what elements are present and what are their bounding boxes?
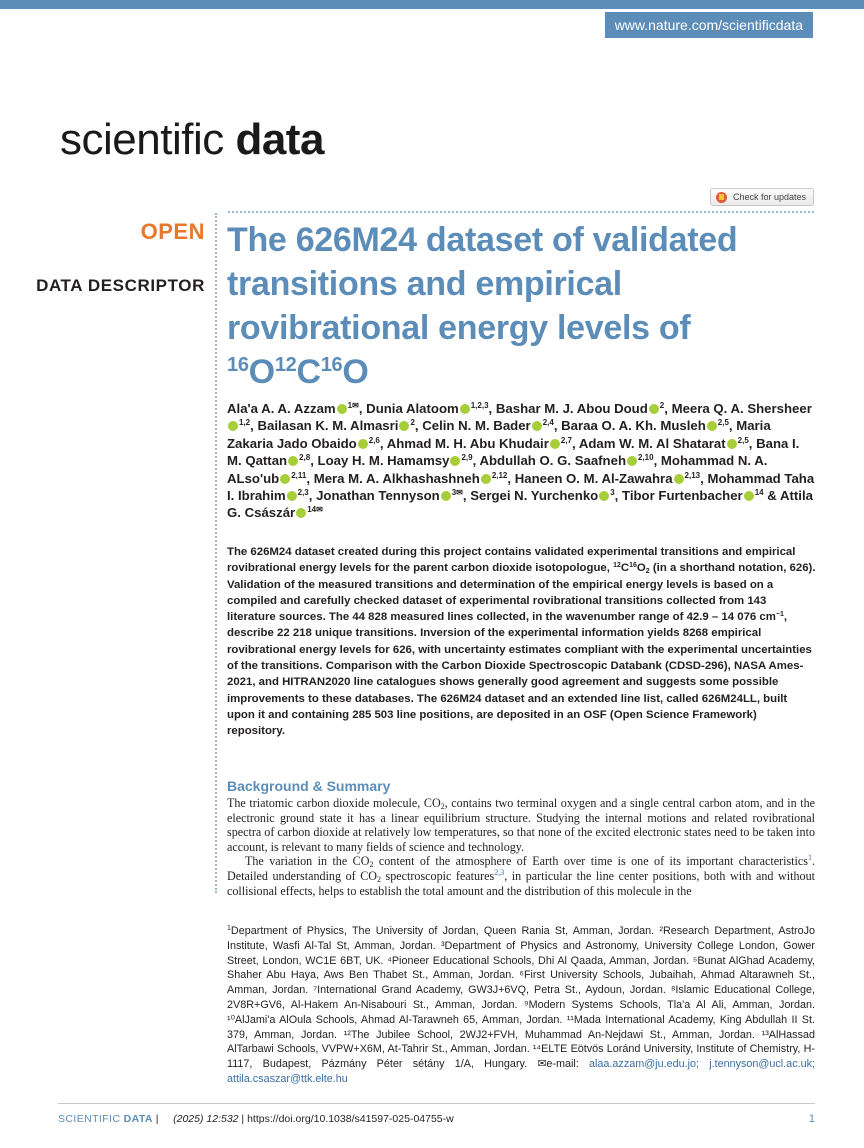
author-name: Abdullah O. G. Saafneh [479,453,626,469]
check-updates-label: Check for updates [733,192,807,202]
author-name: Attila G. Császár [227,488,813,521]
author-affiliation-ref: 14✉ [307,505,323,515]
author-affiliation-ref: 2,8 [299,453,311,463]
orcid-icon[interactable] [287,491,297,501]
author-name: Ahmad M. H. Abu Khudair [386,435,549,451]
author-affiliation-ref: 3 [610,488,615,498]
author-separator: & [763,488,777,504]
author-affiliation-ref: 2 [410,418,415,428]
author-name: Bana I. M. Qattan [227,435,800,469]
author-name: Mohammad N. A. ALso'ub [227,453,768,486]
footer-doi[interactable]: | https://doi.org/10.1038/s41597-025-04755-w [238,1113,454,1125]
orcid-icon[interactable] [399,421,409,431]
author-name: Sergei N. Yurchenko [470,488,599,504]
author[interactable] [366,401,492,416]
affiliations: $^1$Department of Physics, The University of Jordan, Queen Rania St, Amman, Jordan. ²Research Department, AstroJo Institute, Wasfi Al-Tal St, Amman, Jordan. ³Department of Physics and Astronomy, University College London, Gower Street, London, WC1E 6BT, UK. ⁴Pioneer Educational Schools, Dhi Al Qaada, Amman, Jordan. ⁵Bunat AlGhad Academy, Shaher Abu Haya, Aws Ben Thabet St., Amman, Jordan. ⁶First University Schools, Jubaihah, Ahmad Altarawneh St., Amman, Jordan. ⁷International Grand Academy, GW3J+6VQ, Petra St., Aydoun, Jordan. ⁸Islamic Educational College, 2V8R+GV6, Al-Hakem An-Nisabouri St., Amman, Jordan. ⁹Modern Systems Schools, Tla'a Al Ali, Amman, Jordan. ¹⁰AlJami'a AlOula Schools, Ahmad Al-Tarawneh 65, Amman, Jordan. ¹¹Mada International Academy, King Abdullah II St. 379, Amman, Jordan. ¹²The Jubilee School, 2WJ2+FVH, Muhammad An-Nejdawi St., Amman, Jordan. ¹³AlHassad AlTarbawi Schools, VVPW+X6M, At-Tahrir St., Amman, Jordan. ¹⁴ELTE Eötvös Loránd University, Institute of Chemistry, H-1117, Budapest, Pázmány Péter sétány 1/A, Hungary. ✉e-mail: alaa.azzam@ju.edu.jo; j.tennyson@ucl.ac.uk; attila.csaszar@ttk.elte.hu [227,925,815,1085]
author-separator: , [553,418,558,434]
author-separator: , [310,453,314,469]
orcid-icon[interactable] [460,404,470,414]
orcid-icon[interactable] [228,421,238,431]
author-affiliation-ref: 2,12 [491,470,508,480]
article-title [227,218,827,394]
author[interactable] [622,488,777,503]
orcid-icon[interactable] [337,404,347,414]
column-divider [215,213,217,893]
author-affiliation-ref: 2,5 [717,418,729,428]
author-affiliation-ref: 1,2,3 [470,401,489,410]
journal-masthead [60,112,324,168]
orcid-icon[interactable] [450,456,460,466]
author-separator: , [306,470,311,486]
author-affiliation-ref: 14 [754,488,764,498]
author-affiliation-ref: 2,13 [684,470,701,480]
orcid-icon[interactable] [288,456,298,466]
orcid-icon[interactable] [727,439,737,449]
author[interactable] [479,453,657,468]
author-name: Haneen O. M. Al-Zawahra [514,470,673,486]
top-accent-bar [0,0,864,9]
email-links[interactable]: alaa.azzam@ju.edu.jo; j.tennyson@ucl.ac.uk; attila.csaszar@ttk.elte.hu [227,1058,815,1085]
page-footer: SCIENTIFIC DATA | (2025) 12:532 | https://doi.org/10.1038/s41597-025-04755-w 1 [58,1113,815,1125]
author-separator: , [664,401,668,416]
orcid-icon[interactable] [280,474,290,484]
author-separator: , [414,418,419,434]
author-separator: , [507,470,512,486]
orcid-icon[interactable] [296,508,306,518]
body-text [227,796,815,898]
author-name: Loay H. M. Hamamsy [317,453,450,469]
author[interactable] [316,488,466,503]
author-name: Adam W. M. Al Shatarat [578,435,726,451]
author-affiliation-ref: 2,4 [542,418,554,428]
author[interactable] [257,418,418,433]
author-affiliation-ref: 2 [659,401,665,410]
title-line: rovibrational energy levels of [227,309,691,347]
author[interactable] [318,453,477,468]
reference-link[interactable]: 2,3 [494,867,505,877]
title-line: transitions and empirical [227,265,622,303]
page-number: 1 [808,1113,815,1125]
orcid-icon[interactable] [744,491,754,501]
author[interactable] [227,401,363,416]
orcid-icon[interactable] [481,474,491,484]
author-affiliation-ref: 3✉ [451,488,463,498]
author-affiliation-ref: 2,10 [638,453,654,463]
orcid-icon[interactable] [358,439,368,449]
author[interactable] [561,418,732,433]
author[interactable] [387,436,576,451]
author-name: Baraa O. A. Kh. Musleh [561,418,706,434]
author-name: Bashar M. J. Abou Doud [495,401,648,416]
paragraph: The triatomic carbon dioxide molecule, $CO_2$, contains two terminal oxygen and a single central carbon atom, and in the electronic ground state it has a linear equilibrium structure. Studying the internal motions and related rovibrational spectra of carbon dioxide at relatively low temperatures, so that none of the excited electronic states need to be taken into account, is relevant to many fields of science and technology. [227,796,815,854]
author-separator: , [653,453,658,469]
orcid-icon[interactable] [707,421,717,431]
orcid-icon[interactable] [627,456,637,466]
author-name: Celin N. M. Bader [422,418,531,434]
author-name: Ala'a A. A. Azzam [227,401,336,416]
author-name: Mohammad Taha I. Ibrahim [227,470,815,504]
author-separator: , [571,435,576,451]
author-name: Bailasan K. M. Almasri [257,418,399,434]
footer-citation: (2025) 12:532 [173,1113,239,1125]
author-separator: , [700,470,704,486]
author-affiliation-ref: 2,9 [461,453,473,463]
paragraph: The variation in the $CO_2$ content of the atmosphere of Earth over time is one of its important characteristics$^1$. Detailed understanding of $CO_2$ spectroscopic features$^{2,3}$, in particular the line center positions, both with and without collisional effects, helps to establish the total amount and the distribution of this molecule in the [227,853,815,898]
author-separator: , [472,453,477,469]
title-line: The 626M24 dataset of validated [227,221,738,259]
author-separator: , [748,435,753,451]
section-heading: Background & Summary [227,778,391,794]
author-affiliation-ref: 1,2 [239,418,251,428]
author-name: Meera Q. A. Shersheer [671,401,812,416]
author-separator: , [614,488,619,504]
author-affiliation-ref: 1✉ [347,401,359,410]
author-affiliation-ref: 2,11 [291,470,307,480]
author-name: Tibor Furtenbacher [622,488,743,504]
author-separator: , [358,401,363,416]
masthead-bold: data [235,115,324,164]
author-name: Mera M. A. Alkhashashneh [313,470,480,486]
author[interactable] [515,471,704,486]
author-separator: , [379,435,384,451]
author-affiliation-ref: 2,3 [297,488,309,498]
author-separator: , [308,488,313,504]
author-name: Maria Zakaria Jado Obaido [227,418,771,451]
author[interactable] [579,436,753,451]
abstract: The 626M24 dataset created during this project contains validated experimental transitions and empirical rovibrational energy levels for the parent carbon dioxide isotopologue, $^{12}C^{16}O_2$ (in a shorthand notation, 626). Validation of the measured transitions and determination of the empirical energy levels is based on a compiled and carefully checked dataset of experimental rovibrational transitions collected from 143 literature sources. The 44 828 measured lines collected, in the wavenumber range of 42.9 – 14 076 $cm^{-1}$, describe 22 218 unique transitions. Inversion of the experimental information yields 8268 empirical rovibrational energy levels for 626, with uncertainty estimates compliant with the experimental uncertainties of the transitions. Comparison with the Carbon Dioxide Spectroscopic Databank (CDSD-296), NASA Ames-2021, and HITRAN2020 line catalogues shows generally good agreement and suggests some possible improvements to these databases. The 626M24 dataset and an extended line list, called 626M24LL, built upon it and containing 285 503 line positions, are deposited in an OSF (Open Science Framework) repository. [227,546,816,738]
article-type-label: DATA DESCRIPTOR [36,276,205,295]
orcid-icon[interactable] [599,491,609,501]
check-for-updates-button[interactable] [710,188,814,206]
footer-journal: SCIENTIFIC DATA [58,1113,153,1125]
orcid-icon[interactable] [649,404,659,414]
author-list [227,400,817,522]
author-separator: , [488,401,493,416]
author-name: Dunia Alatoom [366,401,459,416]
title-formula: $^{16}O^{12}C^{16}O$ [227,353,369,391]
author-separator: , [462,488,467,504]
crossmark-icon [716,192,727,203]
author[interactable] [470,488,618,503]
masthead-light: scientific [60,115,224,164]
author[interactable] [496,401,668,416]
author[interactable] [314,471,511,486]
orcid-icon[interactable] [441,491,451,501]
orcid-icon[interactable] [550,439,560,449]
author-affiliation-ref: 2,5 [737,435,749,445]
open-access-label: OPEN [140,219,205,244]
orcid-icon[interactable] [532,421,542,431]
author-affiliation-ref: 2,6 [368,435,380,445]
author-separator: , [728,418,733,434]
footer-divider [58,1103,815,1104]
reference-link[interactable]: 1 [807,853,812,863]
journal-url[interactable]: www.nature.com/scientificdata [605,12,813,38]
author[interactable] [422,418,557,433]
author-affiliation-ref: 2,7 [560,435,572,445]
author-name: Jonathan Tennyson [316,488,440,504]
orcid-icon[interactable] [674,474,684,484]
title-top-divider [228,211,814,213]
author-separator: , [250,418,254,434]
